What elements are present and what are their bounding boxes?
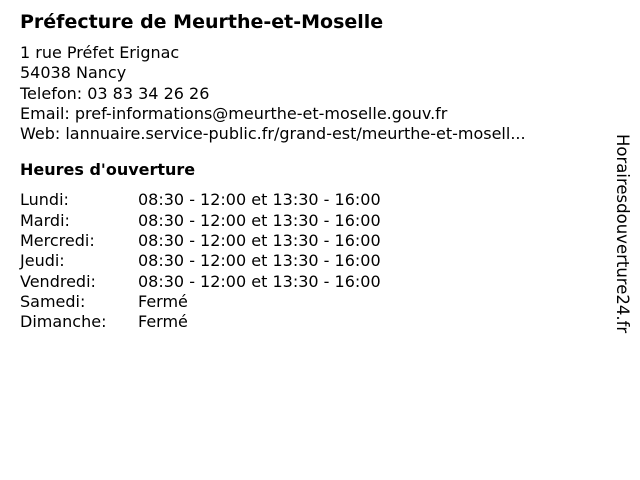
day-label: Jeudi: <box>20 251 65 271</box>
watermark-text: Horairesdouverture24.fr <box>613 134 632 334</box>
address-block <box>20 43 600 144</box>
opening-hours-table <box>20 190 600 332</box>
day-label: Vendredi: <box>20 271 96 291</box>
street-address: 1 rue Préfet Erignac <box>20 43 180 62</box>
day-hours: 08:30 - 12:00 et 13:30 - 16:00 <box>138 251 381 271</box>
day-hours: 08:30 - 12:00 et 13:30 - 16:00 <box>138 271 381 291</box>
email-address: Email: pref-informations@meurthe-et-moselle.gouv.fr <box>20 103 448 123</box>
office-card <box>20 10 600 333</box>
day-label: Dimanche: <box>20 312 107 332</box>
day-label: Lundi: <box>20 190 69 210</box>
day-label: Samedi: <box>20 291 86 311</box>
day-hours: 08:30 - 12:00 et 13:30 - 16:00 <box>138 231 381 251</box>
hours-row-wednesday <box>20 231 600 251</box>
city-address: 54038 Nancy <box>20 63 127 83</box>
hours-row-thursday <box>20 251 600 271</box>
phone-number: Telefon: 03 83 34 26 26 <box>20 83 210 103</box>
day-hours: 08:30 - 12:00 et 13:30 - 16:00 <box>138 210 381 230</box>
site-watermark <box>612 134 632 346</box>
hours-row-sunday <box>20 312 600 332</box>
office-title: Préfecture de Meurthe-et-Moselle <box>20 11 384 33</box>
opening-hours-heading: Heures d'ouverture <box>20 160 196 180</box>
hours-row-friday <box>20 272 600 292</box>
day-hours: 08:30 - 12:00 et 13:30 - 16:00 <box>138 190 381 210</box>
hours-row-saturday <box>20 292 600 312</box>
hours-row-tuesday <box>20 211 600 231</box>
day-label: Mercredi: <box>20 231 95 251</box>
day-label: Mardi: <box>20 210 70 230</box>
day-hours: Fermé <box>138 312 188 332</box>
hours-row-monday <box>20 190 600 210</box>
day-hours: Fermé <box>138 291 188 311</box>
website-link[interactable]: Web: lannuaire.service-public.fr/grand-est/meurthe-et-mosell... <box>20 124 526 144</box>
